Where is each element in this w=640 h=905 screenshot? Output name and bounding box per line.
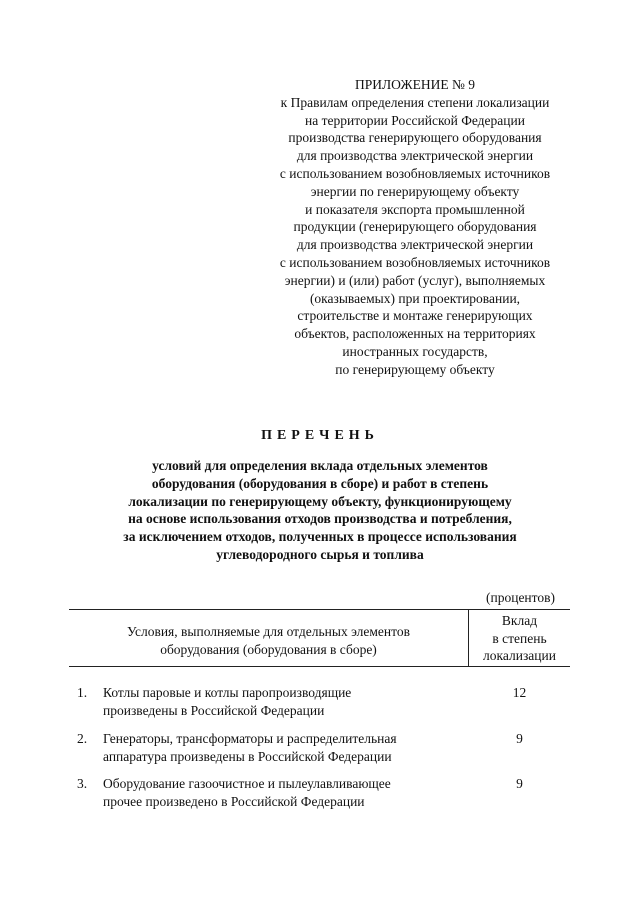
subtitle-line: оборудования (оборудования в сборе) и работ в степень	[151, 475, 489, 491]
units-label: (процентов)	[486, 590, 556, 605]
row-condition-line: Оборудование газоочистное и пылеулавливающее	[103, 776, 391, 791]
appendix-line: строительстве и монтаже генерирующих	[297, 308, 533, 324]
header-line: локализации	[483, 648, 556, 663]
row-condition	[103, 775, 503, 811]
row-condition-line: Генераторы, трансформаторы и распределительная	[103, 731, 397, 746]
header-line: Условия, выполняемые для отдельных элементов	[127, 624, 410, 639]
table-top-rule	[69, 609, 570, 610]
appendix-line: и показателя экспорта промышленной	[305, 201, 525, 217]
appendix-line: (оказываемых) при проектировании,	[309, 290, 521, 306]
table-header-rule	[69, 666, 570, 667]
header-line: в степень	[492, 630, 547, 646]
table-header-conditions	[69, 623, 468, 659]
appendix-line: продукции (генерирующего оборудования	[293, 219, 537, 235]
header-line: Вклад	[501, 613, 538, 628]
row-number: 1.	[77, 685, 88, 700]
row-condition	[103, 730, 503, 766]
table-header-contribution	[469, 612, 570, 665]
row-value: 9	[516, 731, 523, 746]
row-value: 12	[512, 685, 527, 700]
header-line: оборудования (оборудования в сборе)	[160, 641, 377, 657]
row-condition-line: Котлы паровые и котлы паропроизводящие	[103, 685, 352, 700]
row-value: 9	[516, 776, 523, 791]
row-condition-line: произведены в Российской Федерации	[103, 702, 325, 718]
subtitle-line: за исключением отходов, полученных в процессе использования	[123, 529, 517, 545]
document-subtitle	[60, 457, 580, 564]
subtitle-line: на основе использования отходов производства и потребления,	[128, 511, 512, 527]
subtitle-line: условий для определения вклада отдельных элементов	[152, 458, 488, 473]
appendix-line: по генерирующему объекту	[335, 361, 495, 377]
row-condition	[103, 684, 503, 720]
appendix-line: для производства электрической энергии	[296, 237, 534, 253]
appendix-line: с использованием возобновляемых источников	[279, 165, 551, 181]
appendix-line: на территории Российской Федерации	[305, 112, 525, 128]
appendix-line: энергии) и (или) работ (услуг), выполняемых	[284, 272, 546, 288]
row-number: 2.	[77, 731, 88, 746]
appendix-line: энергии по генерирующему объекту	[310, 183, 520, 199]
appendix-line: объектов, расположенных на территориях	[294, 326, 536, 342]
document-title: ПЕРЕЧЕНЬ	[261, 428, 379, 443]
appendix-line: производства генерирующего оборудования	[288, 130, 542, 146]
appendix-line: для производства электрической энергии	[296, 148, 534, 164]
row-condition-line: аппаратура произведены в Российской Федерации	[103, 748, 392, 764]
appendix-line: ПРИЛОЖЕНИЕ № 9	[354, 77, 476, 92]
appendix-line: иностранных государств,	[342, 343, 488, 359]
subtitle-line: углеводородного сырья и топлива	[216, 546, 424, 562]
appendix-line: к Правилам определения степени локализации	[280, 94, 550, 110]
appendix-header	[250, 76, 580, 379]
appendix-line: с использованием возобновляемых источников	[279, 254, 551, 270]
subtitle-line: локализации по генерирующему объекту, функционирующему	[128, 493, 512, 509]
row-number: 3.	[77, 776, 88, 791]
row-condition-line: прочее произведено в Российской Федерации	[103, 793, 365, 809]
